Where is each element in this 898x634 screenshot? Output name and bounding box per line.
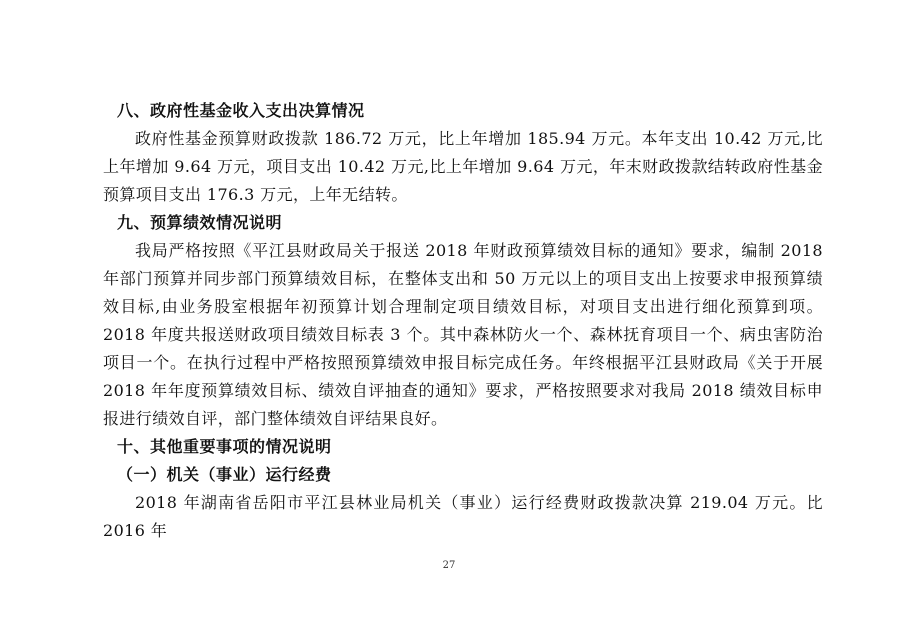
section-heading: 九、预算绩效情况说明 <box>117 213 283 232</box>
page-number: 27 <box>442 560 456 571</box>
subsection-heading: （一）机关（事业）运行经费 <box>117 465 332 484</box>
section-budget-performance <box>103 209 823 433</box>
page-content <box>103 97 823 545</box>
section-heading: 八、政府性基金收入支出决算情况 <box>117 101 365 120</box>
body-paragraph: 政府性基金预算财政拨款 186.72 万元，比上年增加 185.94 万元。本年支出 10.42 万元,比上年增加 9.64 万元，项目支出 10.42 万元,比上年增加 9.64 万元，年末财政拨款结转政府性基金预算项目支出 176.3 万元，上年无结转。 <box>103 129 823 204</box>
section-other-matters <box>103 433 823 461</box>
section-heading: 十、其他重要事项的情况说明 <box>117 437 332 456</box>
body-paragraph: 2018 年湖南省岳阳市平江县林业局机关（事业）运行经费财政拨款决算 219.04 万元。比 2016 年 <box>103 493 823 540</box>
section-government-fund <box>103 97 823 209</box>
subsection-operating-expenses <box>103 461 823 545</box>
body-paragraph: 我局严格按照《平江县财政局关于报送 2018 年财政预算绩效目标的通知》要求，编制 2018 年部门预算并同步部门预算绩效目标，在整体支出和 50 万元以上的项目支出上按要求申报预算绩效目标,由业务股室根据年初预算计划合理制定项目绩效目标，对项目支出进行细化预算到项。2018 年度共报送财政项目绩效目标表 3 个。其中森林防火一个、森林抚育项目一个、病虫害防治项目一个。在执行过程中严格按照预算绩效申报目标完成任务。年终根据平江县财政局《关于开展 2018 年年度预算绩效目标、绩效自评抽查的通知》要求，严格按照要求对我局 2018 绩效目标申报进行绩效自评，部门整体绩效自评结果良好。 <box>103 241 823 428</box>
